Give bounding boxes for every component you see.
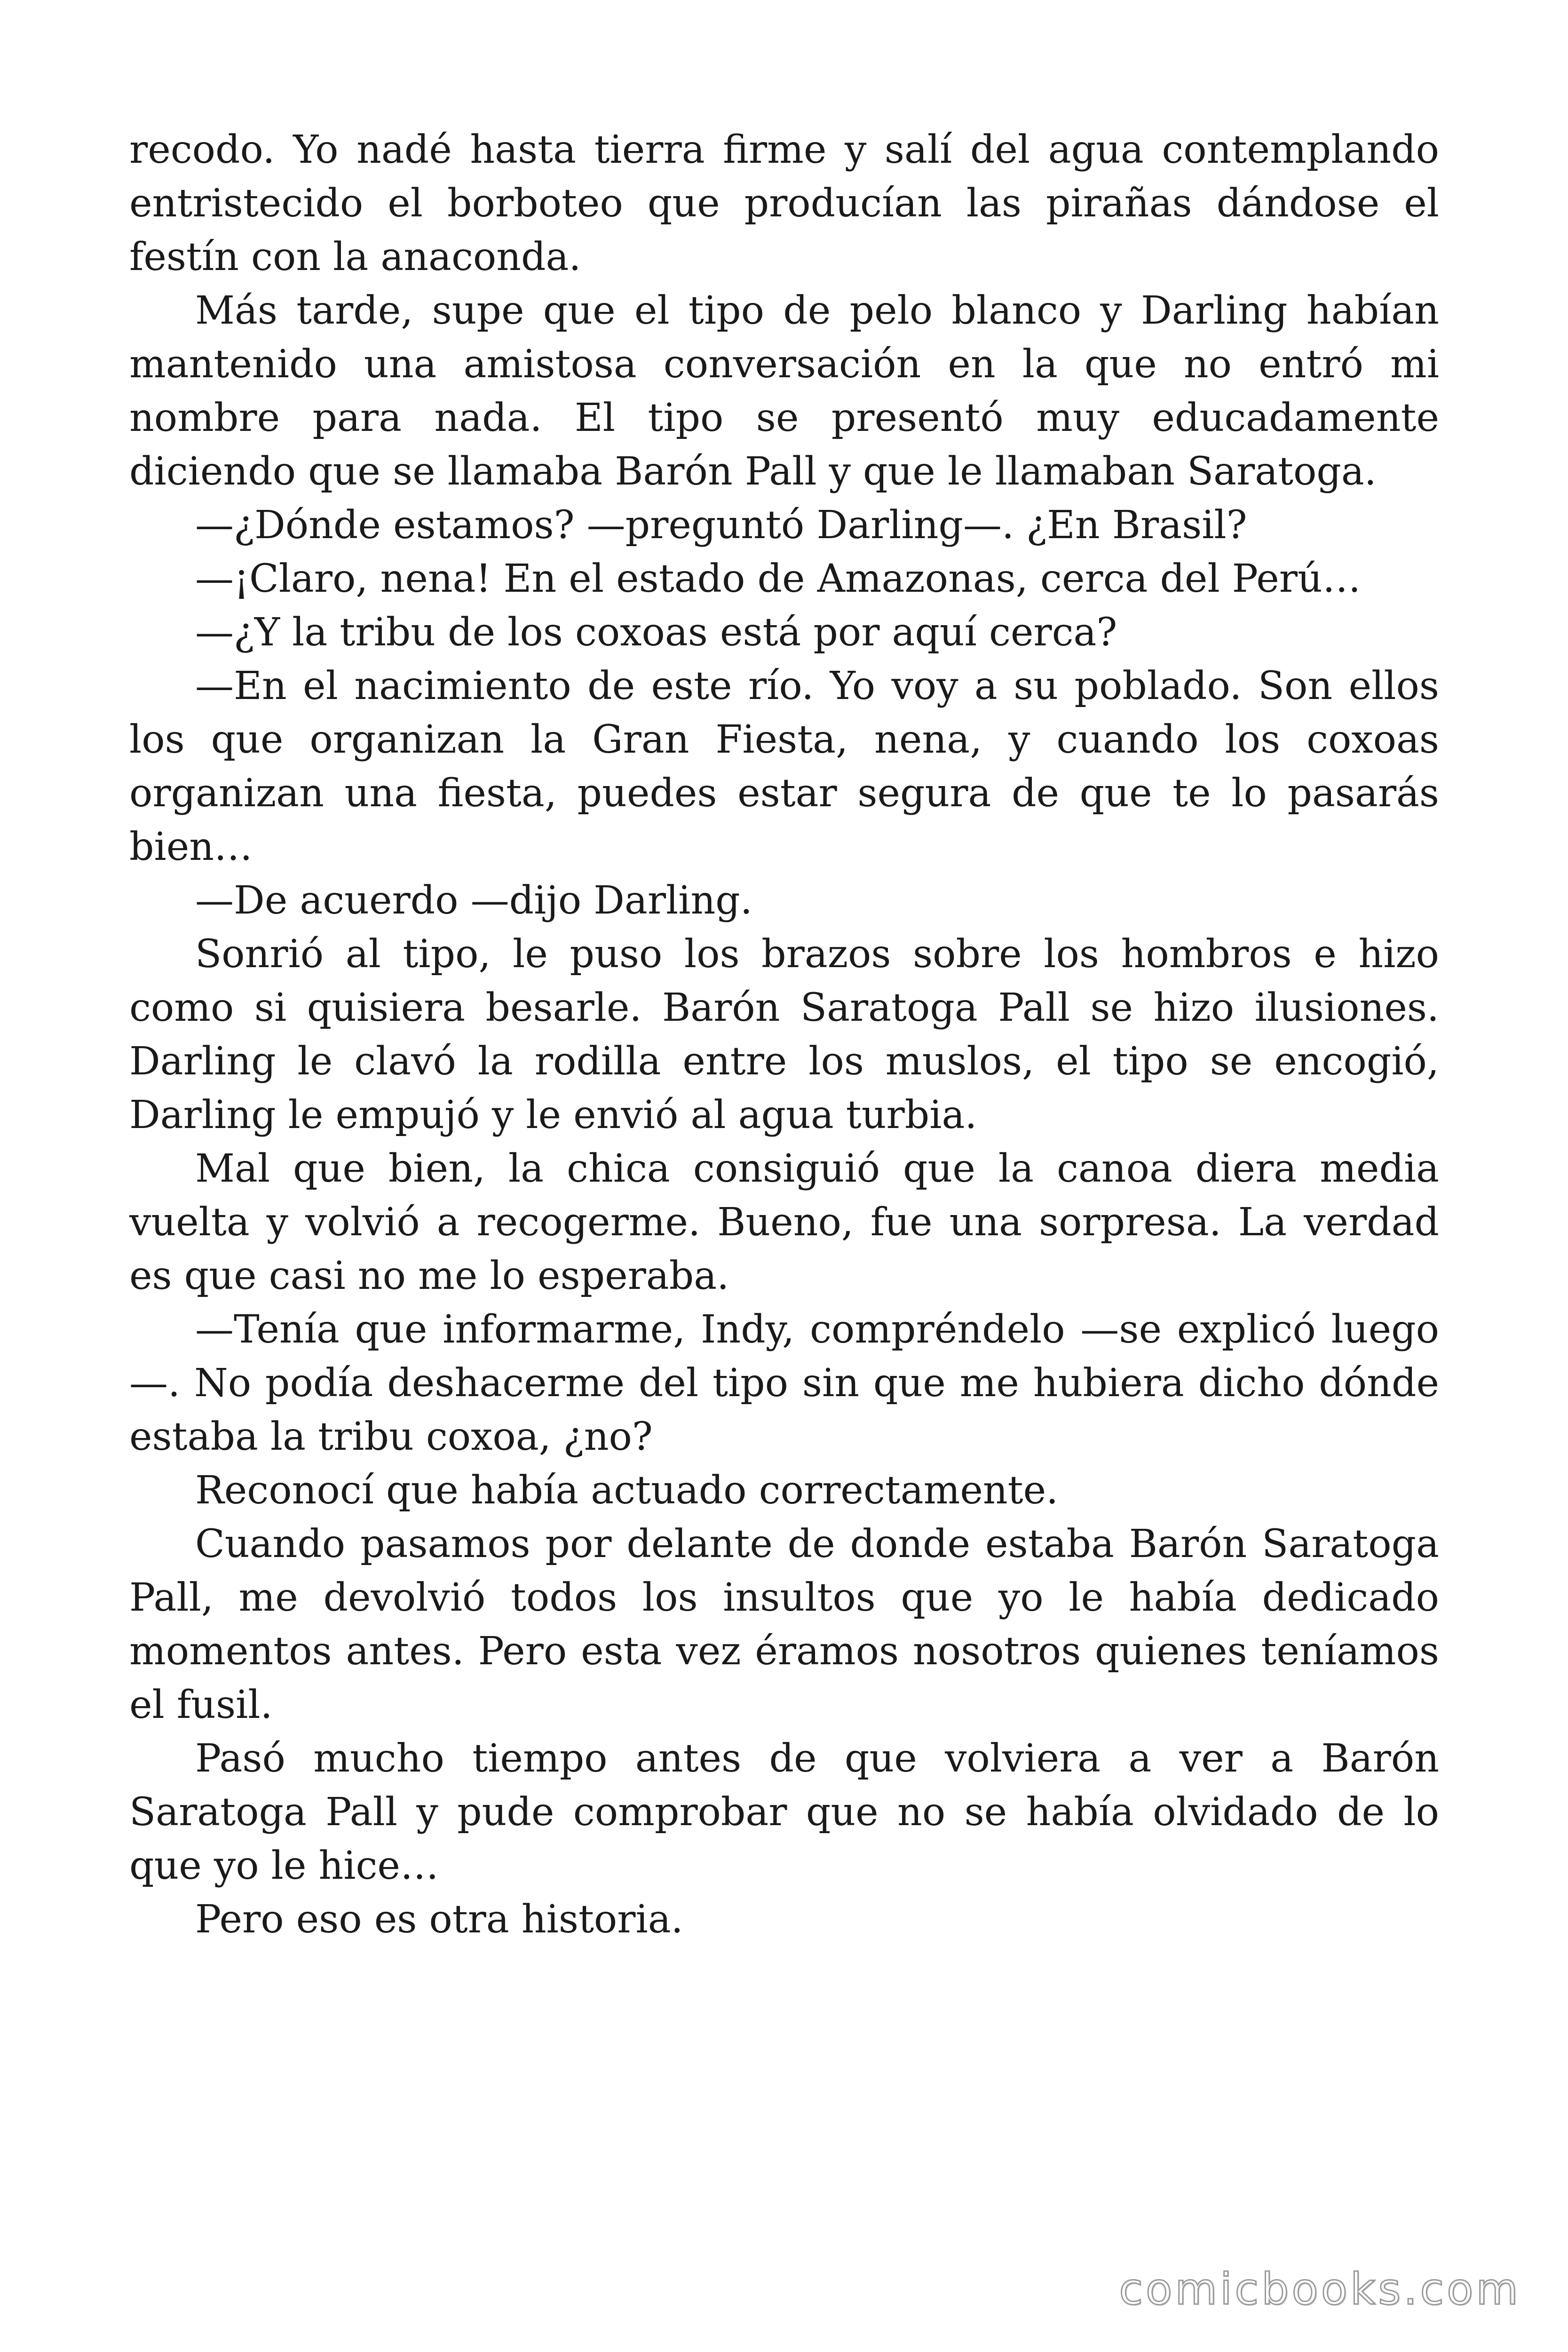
paragraph: —Tenía que informarme, Indy, compréndelo —se explicó luego —. No podía deshacerme del tipo sin que me hubiera dicho dónde estaba la tribu coxoa, ¿no? bbox=[129, 1307, 1439, 1459]
paragraph: Sonrió al tipo, le puso los brazos sobre los hombros e hizo como si quisiera besarle. Barón Saratoga Pall se hizo ilusiones. Darling le clavó la rodilla entre los muslos, el tipo se encogió, Darling le empujó y le envió al agua turbia. bbox=[129, 932, 1439, 1137]
paragraph: Pasó mucho tiempo antes de que volviera a ver a Barón Saratoga Pall y pude comprobar que no se había olvidado de lo que yo le hice… bbox=[129, 1736, 1439, 1888]
paragraph: Pero eso es otra historia. bbox=[195, 1897, 683, 1942]
site-watermark: comicbooks.com bbox=[1119, 2264, 1521, 2314]
paragraph: —¿Y la tribu de los coxoas está por aquí cerca? bbox=[195, 610, 1117, 655]
paragraph: Cuando pasamos por delante de donde estaba Barón Saratoga Pall, me devolvió todos los insultos que yo le había dedicado momentos antes. Pero esta vez éramos nosotros quienes teníamos el fusil. bbox=[129, 1522, 1439, 1727]
paragraph: —¡Claro, nena! En el estado de Amazonas, cerca del Perú… bbox=[195, 556, 1361, 601]
paragraph: Más tarde, supe que el tipo de pelo blanco y Darling habían mantenido una amistosa conversación en la que no entró mi nombre para nada. El tipo se presentó muy educadamente diciendo que se llamaba Barón Pall y que le llamaban Saratoga. bbox=[129, 288, 1439, 494]
paragraph: Mal que bien, la chica consiguió que la canoa diera media vuelta y volvió a recogerme. Bueno, fue una sorpresa. La verdad es que casi no me lo esperaba. bbox=[129, 1146, 1439, 1298]
paragraph: —¿Dónde estamos? —preguntó Darling—. ¿En Brasil? bbox=[195, 503, 1247, 548]
paragraph: —De acuerdo —dijo Darling. bbox=[195, 878, 752, 923]
paragraph: Reconocí que había actuado correctamente. bbox=[195, 1468, 1059, 1513]
paragraph: recodo. Yo nadé hasta tierra firme y salí del agua contemplando entristecido el borboteo que producían las pirañas dándose el festín con la anaconda. bbox=[129, 127, 1439, 279]
book-page-text bbox=[129, 123, 1439, 1947]
paragraph: —En el nacimiento de este río. Yo voy a su poblado. Son ellos los que organizan la Gran Fiesta, nena, y cuando los coxoas organizan una fiesta, puedes estar segura de que te lo pasarás bien… bbox=[129, 664, 1439, 869]
